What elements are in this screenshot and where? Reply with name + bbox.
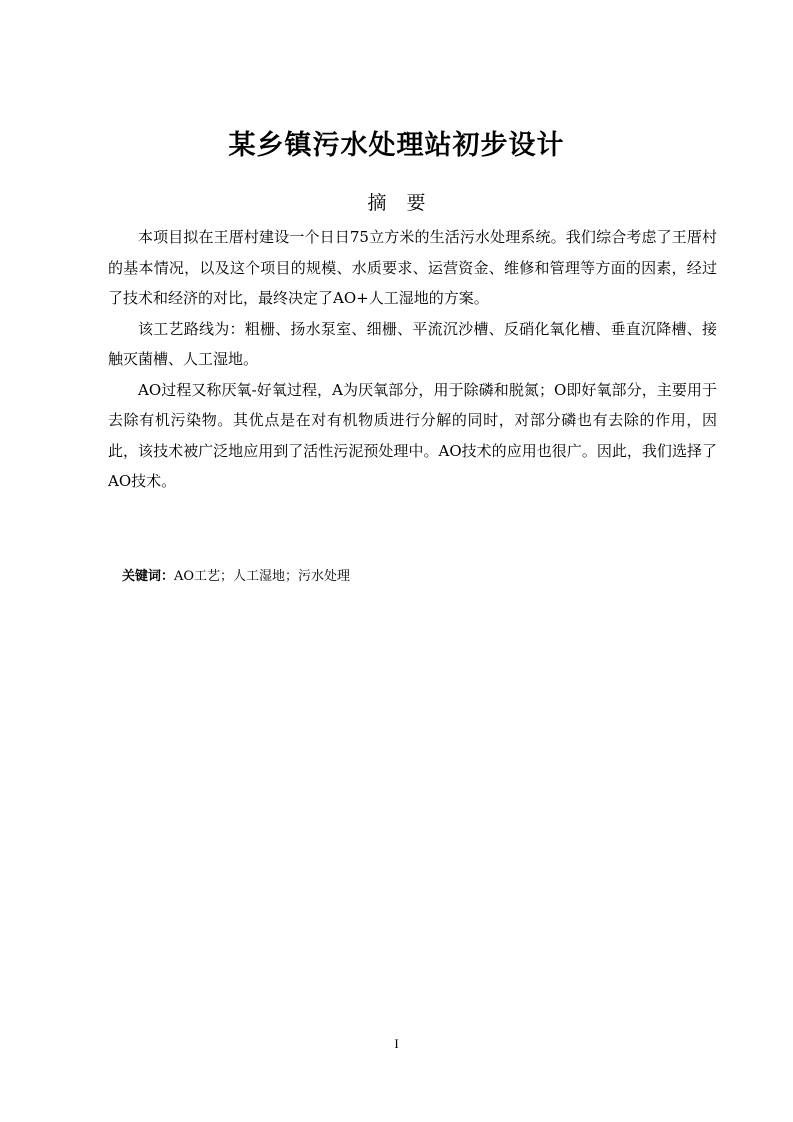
abstract-paragraph-2: 该工艺路线为：粗栅、扬水泵室、细栅、平流沉沙槽、反硝化氧化槽、垂直沉降槽、接触灭菌槽、人工湿地。	[108, 319, 717, 368]
page-number: I	[394, 1036, 399, 1051]
keywords-label: 关键词：	[122, 569, 175, 584]
abstract-heading-right: 要	[406, 192, 426, 214]
abstract-heading	[0, 190, 793, 216]
abstract-heading-left: 摘	[367, 192, 387, 214]
keywords-line	[122, 566, 722, 588]
abstract-paragraph-3: AO过程又称厌氧-好氧过程，A为厌氧部分，用于除磷和脱氮；O即好氧部分，主要用于去除有机污染物。其优点是在对有机物质进行分解的同时，对部分磷也有去除的作用，因此，该技术被广泛地应用到了活性污泥预处理中。AO技术的应用也很广。因此，我们选择了AO技术。	[108, 380, 717, 490]
abstract-body	[108, 222, 717, 497]
keywords-text: AO工艺；人工湿地；污水处理	[174, 569, 351, 584]
document-title: 某乡镇污水处理站初步设计	[228, 130, 565, 161]
abstract-paragraph-1: 本项目拟在王厝村建设一个日日75立方米的生活污水处理系统。我们综合考虑了王厝村的基本情况，以及这个项目的规模、水质要求、运营资金、维修和管理等方面的因素，经过了技术和经济的对比，最终决定了AO+人工湿地的方案。	[108, 228, 717, 307]
